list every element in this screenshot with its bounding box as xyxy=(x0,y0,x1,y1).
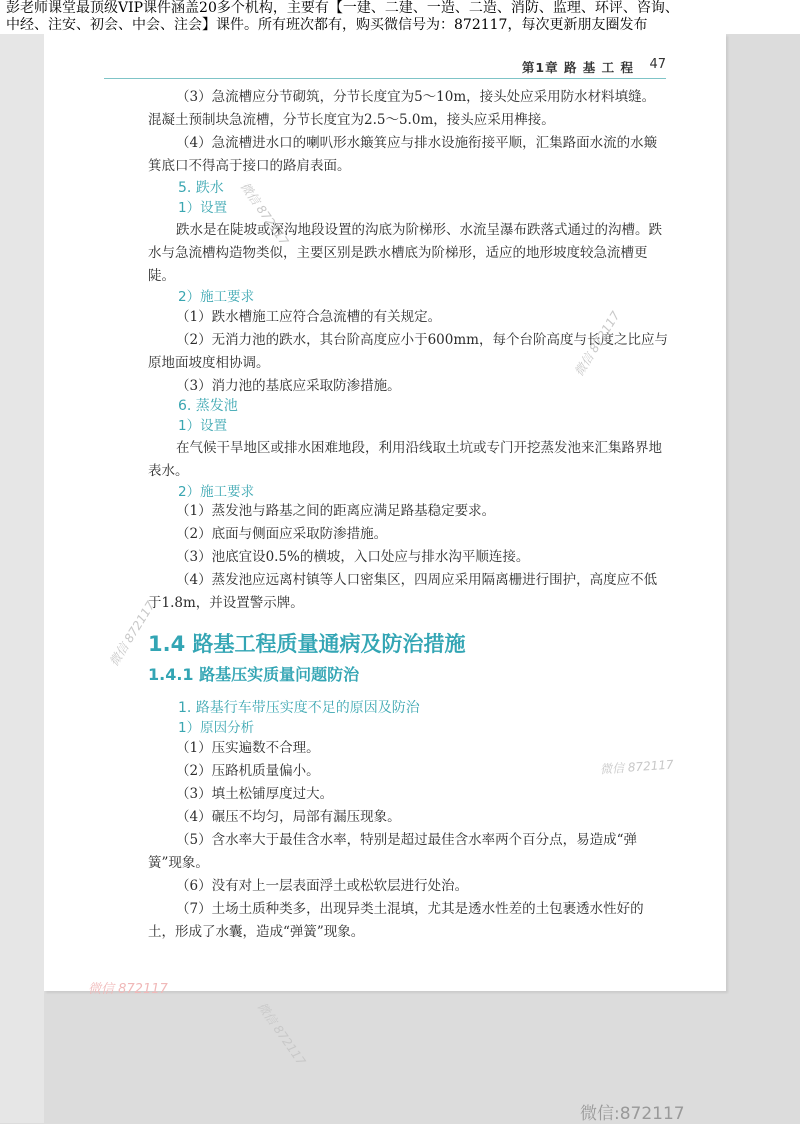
scan-margin xyxy=(0,34,44,1123)
list-item: （2）压路机质量偏小。 xyxy=(176,763,320,779)
list-item: （4）碾压不均匀，局部有漏压现象。 xyxy=(176,809,401,825)
page-number: 47 xyxy=(649,57,666,72)
paragraph: 跌水是在陡坡或深沟地段设置的沟底为阶梯形、水流呈瀑布跌落式通过的沟槽。跌水与急流槽构造物类似，主要区别是跌水槽底为阶梯形，适应的地形坡度较急流槽更陡。 xyxy=(148,222,662,284)
list-item: （2）无消力池的跌水，其台阶高度应小于600mm，每个台阶高度与长度之比应与原地面坡度相协调。 xyxy=(148,332,668,371)
list-item: （5）含水率大于最佳含水率，特别是超过最佳含水率两个百分点，易造成“弹簧”现象。 xyxy=(148,832,637,871)
subheading-construction: 2）施工要求 xyxy=(178,289,255,305)
watermark: 微信 872117 xyxy=(106,598,158,669)
section-heading-5: 5. 跌水 xyxy=(178,180,224,196)
paragraph: 在气候干旱地区或排水困难地段，利用沿线取土坑或专门开挖蒸发池来汇集路界地表水。 xyxy=(148,440,662,479)
watermark: 微信 872117 xyxy=(88,982,168,997)
running-header xyxy=(104,52,666,79)
promo-banner-line-2: 中经、注安、初会、中会、注会】课件。所有班次都有，购买微信号为：872117，每次更新朋友圈发布 xyxy=(6,17,648,33)
subheading-setup: 1）设置 xyxy=(178,418,228,434)
list-item: （6）没有对上一层表面浮土或松软层进行处治。 xyxy=(176,878,469,894)
subheading-setup: 1）设置 xyxy=(178,200,228,216)
list-item: （1）压实遍数不合理。 xyxy=(176,740,320,756)
list-item: （4）蒸发池应远离村镇等人口密集区，四周应采用隔离栅进行围护，高度应不低于1.8m，并设置警示牌。 xyxy=(148,572,658,611)
topic-heading: 1. 路基行车带压实度不足的原因及防治 xyxy=(178,700,420,716)
watermark: 微信 872117 xyxy=(571,308,623,379)
subheading-cause-analysis: 1）原因分析 xyxy=(178,720,255,736)
chapter-title: 第1章 路 基 工 程 xyxy=(521,60,634,75)
watermark: 微信 872117 xyxy=(254,999,309,1068)
paragraph: （3）急流槽应分节砌筑，分节长度宜为5～10m，接头处应采用防水材料填缝。混凝土预制块急流槽，分节长度宜为2.5～5.0m，接头应采用榫接。 xyxy=(148,89,656,128)
section-title-1-4: 1.4 路基工程质量通病及防治措施 xyxy=(148,632,466,656)
paragraph: （4）急流槽进水口的喇叭形水簸箕应与排水设施衔接平顺，汇集路面水流的水簸箕底口不得高于接口的路肩表面。 xyxy=(148,135,658,174)
list-item: （2）底面与侧面应采取防渗措施。 xyxy=(176,526,388,542)
list-item: （1）跌水槽施工应符合急流槽的有关规定。 xyxy=(176,309,442,325)
watermark: 微信 872117 xyxy=(237,179,292,248)
list-item: （3）池底宜设0.5%的横坡，入口处应与排水沟平顺连接。 xyxy=(176,549,530,565)
promo-banner xyxy=(0,0,800,34)
footer-watermark: 微信:872117 xyxy=(580,1104,685,1124)
list-item: （3）填土松铺厚度过大。 xyxy=(176,786,334,802)
list-item: （7）土场土质种类多，出现异类土混填，尤其是透水性差的土包裹透水性好的土，形成了水囊，造成“弹簧”现象。 xyxy=(148,901,644,940)
section-heading-6: 6. 蒸发池 xyxy=(178,398,238,414)
list-item: （3）消力池的基底应采取防渗措施。 xyxy=(176,378,401,394)
list-item: （1）蒸发池与路基之间的距离应满足路基稳定要求。 xyxy=(176,503,496,519)
promo-banner-line-1: 彭老师课堂最顶级VIP课件涵盖20多个机构，主要有【一建、二建、一造、二造、消防、监理、环评、咨询、 xyxy=(6,0,679,16)
watermark: 微信 872117 xyxy=(599,757,675,777)
subheading-construction: 2）施工要求 xyxy=(178,484,255,500)
section-title-1-4-1: 1.4.1 路基压实质量问题防治 xyxy=(148,665,360,684)
